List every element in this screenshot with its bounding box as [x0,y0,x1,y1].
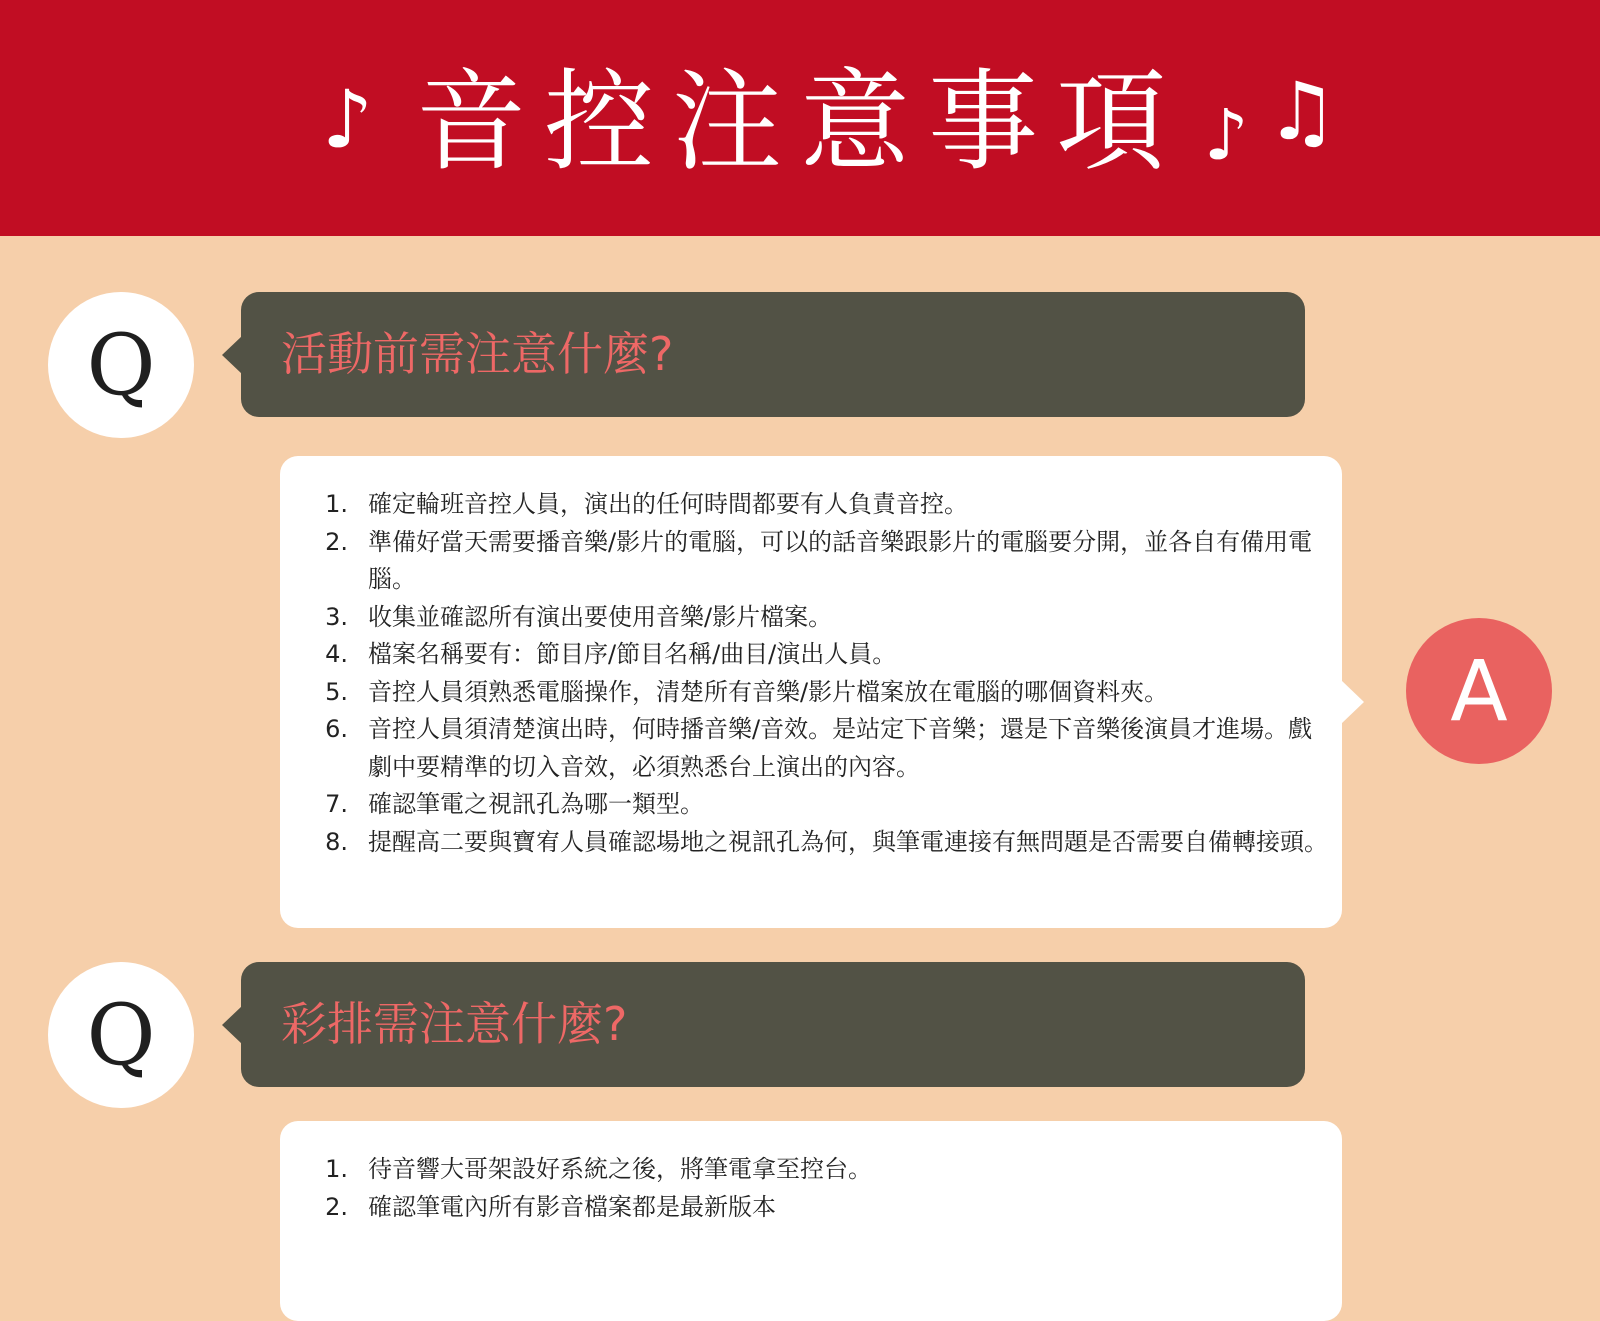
item-number: 3. [325,602,348,631]
list-item [302,486,1332,524]
answer-box [280,456,1342,928]
list-item [302,1151,1332,1189]
item-text: 音控人員須熟悉電腦操作，清楚所有音樂/影片檔案放在電腦的哪個資料夾。 [368,677,1169,706]
list-item [302,1189,1332,1227]
answer-list [302,1151,1332,1226]
item-text: 檔案名稱要有：節目序/節目名稱/曲目/演出人員。 [368,640,897,668]
list-item [302,636,1332,674]
question-text: 活動前需注意什麼? [281,327,674,381]
item-number: 1. [325,490,348,518]
question-text: 彩排需注意什麼? [281,997,628,1051]
item-text: 提醒高二要與寶宥人員確認場地之視訊孔為何，與筆電連接有無問題是否需要自備轉接頭。 [368,827,1328,856]
answer-list [302,486,1332,861]
page-title: 音控注意事項 [416,58,1184,186]
list-item [302,599,1332,637]
answer-badge: A [1406,618,1552,764]
list-item [302,524,1332,599]
item-text: 待音響大哥架設好系統之後，將筆電拿至控台。 [368,1155,872,1183]
item-text: 確認筆電內所有影音檔案都是最新版本 [368,1192,776,1221]
item-text: 音控人員須清楚演出時，何時播音樂/音效。是站定下音樂；還是下音樂後演員才進場。戲劇中要精準的切入音效，必須熟悉台上演出的內容。 [368,715,1313,781]
item-number: 7. [325,790,348,818]
item-text: 確認筆電之視訊孔為哪一類型。 [368,790,704,818]
list-item [302,711,1332,786]
item-text: 準備好當天需要播音樂/影片的電腦，可以的話音樂跟影片的電腦要分開，並各自有備用電腦。 [368,527,1313,593]
item-number: 4. [325,640,348,668]
music-note-icon: ♪ [322,73,374,166]
item-number: 2. [325,527,348,556]
question-box [241,292,1305,417]
question-badge: Q [48,962,194,1108]
music-note-icon: ♪ [1204,94,1249,176]
list-item [302,674,1332,712]
list-item [302,786,1332,824]
question-box [241,962,1305,1087]
item-number: 2. [325,1192,348,1221]
question-badge: Q [48,292,194,438]
item-number: 6. [325,715,348,743]
item-text: 收集並確認所有演出要使用音樂/影片檔案。 [368,602,833,631]
list-item [302,824,1332,862]
item-text: 確定輪班音控人員，演出的任何時間都要有人負責音控。 [368,490,968,518]
item-number: 1. [325,1155,348,1183]
item-number: 8. [325,827,348,856]
item-number: 5. [325,677,348,706]
answer-box [280,1121,1342,1321]
beamed-notes-icon: ♫ [1266,65,1338,158]
